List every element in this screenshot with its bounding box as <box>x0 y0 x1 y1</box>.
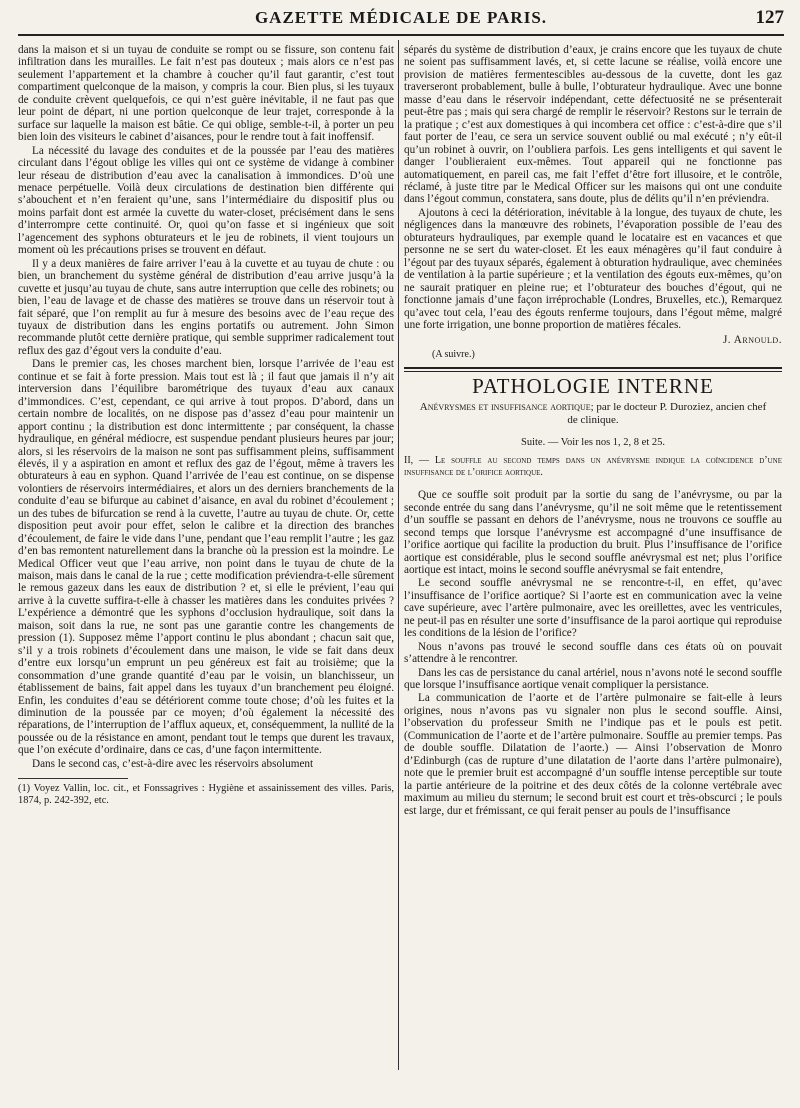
left-column <box>18 44 394 1084</box>
column-divider <box>398 40 399 1070</box>
paragraph: Dans le second cas, c’est-à-dire avec les réservoirs absolument <box>32 757 314 770</box>
journal-title: GAZETTE MÉDICALE DE PARIS. <box>254 8 548 27</box>
paragraph: Dans le premier cas, les choses marchent bien, lorsque l’arrivée de l’eau est continue et se fait à forte pression. Mais tout est là ; il faut que jamais il n’y ait interversion dans l’équilibre barométrique des tuyaux d’eau aux canaux d’immondices. C’est, cependant, ce qui arrive à tout propos. D’abord, dans un certain nombre de localités, on ne dispose pas d’assez d’eau pour maintenir un apport continu ; la distribution est donc intermittente ; par conséquent, la chasse hydraulique, en général médiocre, est suspendue pendant plusieurs heures par jour; alors, si les réservoirs de la maison ne sont pas suffisamment pleins, suffisamment élevés, il y a aspiration en amont et reflux des gaz de l’égout, même à travers les obturateurs à eau en syphon. Quand l’arrivée de l’eau est continue, on se dispense volontiers de réservoirs intermédiaires, et alors un des derniers branchements de la conduite d’eau se bifurque au cabinet d’aisance, en aval du robinet d’écoulement ; un des tubes de bifurcation se rend à la cuvette, l’autre au tuyau de chute. Or, cette disposition peut avoir pour effet, selon le calibre et la direction des branches d’écoulement, de faire le vide dans l’une, pendant que l’eau remplit l’autre ; les gaz d’en bas remontent naturellement dans la branche où la pression est la moindre. Le Medical Officer veut que l’eau arrive, non point dans le tuyau de chute de la maison, mais dans le canal de la rue ; cette modification préviendra-t-elle sûrement le remous gazeux dans les eaux de distribution ? et, si elle le prévient, l’eau qui arrive à la cuvette suffira-t-elle à chasser les matières dans les conduites privées ? L’expérience a démontré que les syphons d’occlusion hydraulique, soit dans la maison, soit dans la rue, ne sont pas une garantie contre les changements de pression (1). Supposez même l’apport continu le plus abondant ; chacun sait que, s’il y a trois robinets d’écoulement dans une maison, le vide se fait dans deux d’entre eux lorsqu’un emprunt un peu généreux est fait au troisième; que la consommation d’une grande quantité d’eau par le voisin, un blanchisseur, un établissement de bains, fait appel dans les tuyaux d’un branchement peu éloigné. Enfin, les conduites d’eau se détériorent comme toute chose; d’où les fuites et la diminution de la poussée par ce moyen; d’où également la nécessité des réparations, de l’interruption de l’afflux aqueux, et, conséquemment, la nullité de la poussée ou de la résistance en amont, pendant tout le temps que durent les travaux, que l’on exécute d’ordinaire, dans ce cas, d’une façon intermittente. <box>18 358 394 757</box>
footnote: (1) Voyez Vallin, loc. cit., et Fonssagrives : Hygiène et assainissement des villes. Paris, 1874, p. 242-392, etc. <box>18 783 394 807</box>
paragraph: La communication de l’aorte et de l’artère pulmonaire se fait-elle à leurs origines, nous n’avons pas vu signaler non plus le second souffle. Ainsi, l’observation du professeur Smith ne l’indique pas et le pouls est petit. (Communication de l’aorte et de l’artère pulmonaire. Souffle au premier temps. Pas de double souffle. Dilatation de l’aorte.) — Ainsi l’observation de Monro d’Edinburgh (cas de rupture d’une dilatation de l’aorte dans l’artère pulmonaire), note que le premier bruit est accompagné d’un souffle intense perceptible sur toute la partie antérieure de la poitrine et des deux côtés de la colonne vertébrale avec maximum au milieu du sternum; le second bruit est court et très-obscurci ; le pouls est large, dur et frémissant, ce qui ferait penser au pouls de l’insuffisance <box>404 692 782 817</box>
footnote-divider <box>18 778 128 779</box>
paragraph: Ajoutons à ceci la détérioration, inévitable à la longue, des tuyaux de chute, les négligences dans la manœuvre des robinets, l’évaporation possible de l’eau des obturateurs hydrauliques, par exemple quand le locataire est en vacances et que personne ne se sert du water-closet. Et les eaux ménagères qu’il faut conduire à l’égout par des tuyaux séparés, également à obturation hydraulique, avec cheminées de ventilation à la partie supérieure ; et la ventilation des égouts eux-mêmes, qu’on ne saurait pratiquer en pleine rue; et l’obturateur des bouches d’égout, qui ne fonctionne jamais d’une façon irréprochable (Londres, Bruxelles, etc.), Remarquez qu’avec tout cela, l’eau des égouts renferme toujours, dans l’égout même, malgré une forte irrigation, une bonne proportion de matières fécales. <box>404 206 782 331</box>
article-title-topic: Anévrysmes et insuffisance aortique; <box>419 400 594 413</box>
paragraph: Dans les cas de persistance du canal artériel, nous n’avons noté le second souffle que lorsque l’insuffisance aortique venait compliquer la persistance. <box>404 666 782 692</box>
paragraph: Nous n’avons pas trouvé le second souffle dans ces états où on pouvait s’attendre à le rencontrer. <box>404 640 782 666</box>
paragraph: Le second souffle anévrysmal ne se rencontre-t-il, en effet, qu’avec l’insuffisance de l’orifice aortique? Si l’aorte est en communication avec la veine cave supérieure, avec l’artère pulmonaire, avec les oreillettes, avec les ventricules, ne peut-il pas en résulter une sorte d’insuffisance de la paroi aortique qui reproduise les conditions de la lésion de l’orifice? <box>404 577 782 640</box>
page-header <box>18 6 784 36</box>
section-title: PATHOLOGIE INTERNE <box>472 374 714 399</box>
continuation-note: Suite. — Voir les nos 1, 2, 8 et 25. <box>521 436 665 448</box>
paragraph: dans la maison et si un tuyau de conduite se rompt ou se fissure, son contenu fait infiltration dans les murailles. Le fait n’est pas douteux ; mais alors ce n’est pas seulement l’appartement et la chambre à coucher qu’il faut garantir, c’est tout compartiment quelconque de la maison, y compris la cour. Bien plus, si les tuyaux de conduite crèvent quelquefois, ce qui n’est guère inévitable, il ne faut pas que leur point de départ, ni une portion quelconque de leur trajet, corresponde à la surface sur laquelle la maison est bâtie. Ce qui oblige, semble-t-il, à porter un peu bien loin des visiteurs le cabinet d’aisances, pour le rendre tout à fait inoffensif. <box>18 44 394 144</box>
subsection-heading: II, — Le souffle au second temps dans un anévrysme indique la coïncidence d’une insuffisance de l’orifice aortique. <box>404 455 782 479</box>
right-column <box>404 44 782 1094</box>
paragraph: Que ce souffle soit produit par la sortie du sang de l’anévrysme, ou par la seconde entrée du sang dans l’anévrysme, qu’il ne soit même que le retentissement d’un souffle se passant en dehors de l’anévrysme, nous ne trouvons ce souffle au second temps que lorsque l’anévrysme est accompagné d’une insuffisance de l’orifice aortique qui facilite la production du bruit. Plus l’insuffisance de l’orifice aortique est considérable, plus le second souffle anévrysmal est net; plus l’orifice aortique est intact, moins le second souffle anévrysmal se fait entendre, <box>404 489 782 576</box>
paragraph: Il y a deux manières de faire arriver l’eau à la cuvette et au tuyau de chute : ou bien, un branchement du système général de distribution d’eau arrive jusqu’à la cuvette et jusqu’au tuyau de chute, sans autre interruption que celle des robinets; ou bien, l’eau de lavage et de chasse des matières se trouve dans un réservoir tout à fait séparé, que l’on remplit au fur à mesure des besoins avec de l’eau reçue des tuyaux de distribution dans les engins portatifs ou autrement. John Simon recommande plutôt cette dernière pratique, qui semble supprimer radicalement tout reflux des gaz d’égout vers la conduite d’eau. <box>18 257 394 357</box>
paragraph: La nécessité du lavage des conduites et de la poussée par l’eau des matières circulant dans l’égout oblige les villes qui ont ce système de vidange à combiner leur réseau de distribution d’eau avec la canalisation à immondices. D’où une menace perpétuelle. Voilà deux circulations de destination bien différente qui s’abouchent et n’en feraient qu’une, sans l’intermédiaire du dispositif plus ou moins parfait dont est armée la cuvette du water-closet, précisément dans le sens d’interrompre cette continuité. Or, quoi qu’on fasse et si ingénieux que soit l’agencement des syphons obturateurs et le jeu de robinets, il vient toujours un moment où les précautions prises se trouvent en défaut. <box>18 144 394 257</box>
section-divider <box>404 367 782 372</box>
article-title <box>418 401 768 427</box>
page-number: 127 <box>755 7 784 28</box>
author-signature: J. Arnould. <box>722 334 782 347</box>
paragraph: séparés du système de distribution d’eaux, je crains encore que les tuyaux de chute ne soient pas suffisamment lavés, et, si cette lacune se réalise, voilà encore une provision de matières fermentescibles au-dessous de la cuvette, dont les gaz traverseront probablement, bulle à bulle, l’obturateur hydraulique. Avec une bonne masse d’eau dans le réservoir indépendant, cette défectuosité ne se présenterait peut-être pas ; mais qui sera chargé de remplir le réservoir? Restons sur le terrain de la pratique ; c’est aux domestiques à qui incombera cet office : c’est-à-dire que s’il faut porter de l’eau, ce sera un service souvent oublié ou mal exécuté ; n’y eût-il qu’un robinet à ouvrir, on l’oubliera parfois. Les gens intelligents et qui savent le danger l’oublieraient eux-mêmes. Tout appareil qui ne fonctionne pas automatiquement, en pareil cas, me fait l’effet d’être fort illusoire, et le contrôle, réclamé, à juste titre par le Medical Officer sur les maisons qui ont une conduite dans l’égout commun, constatera, sans doute, plus de délits qu’il n’en préviendra. <box>404 44 782 206</box>
to-be-continued: (A suivre.) <box>432 348 475 360</box>
article-title-author: par le docteur P. Duroziez, ancien chef de clinique. <box>567 400 767 426</box>
